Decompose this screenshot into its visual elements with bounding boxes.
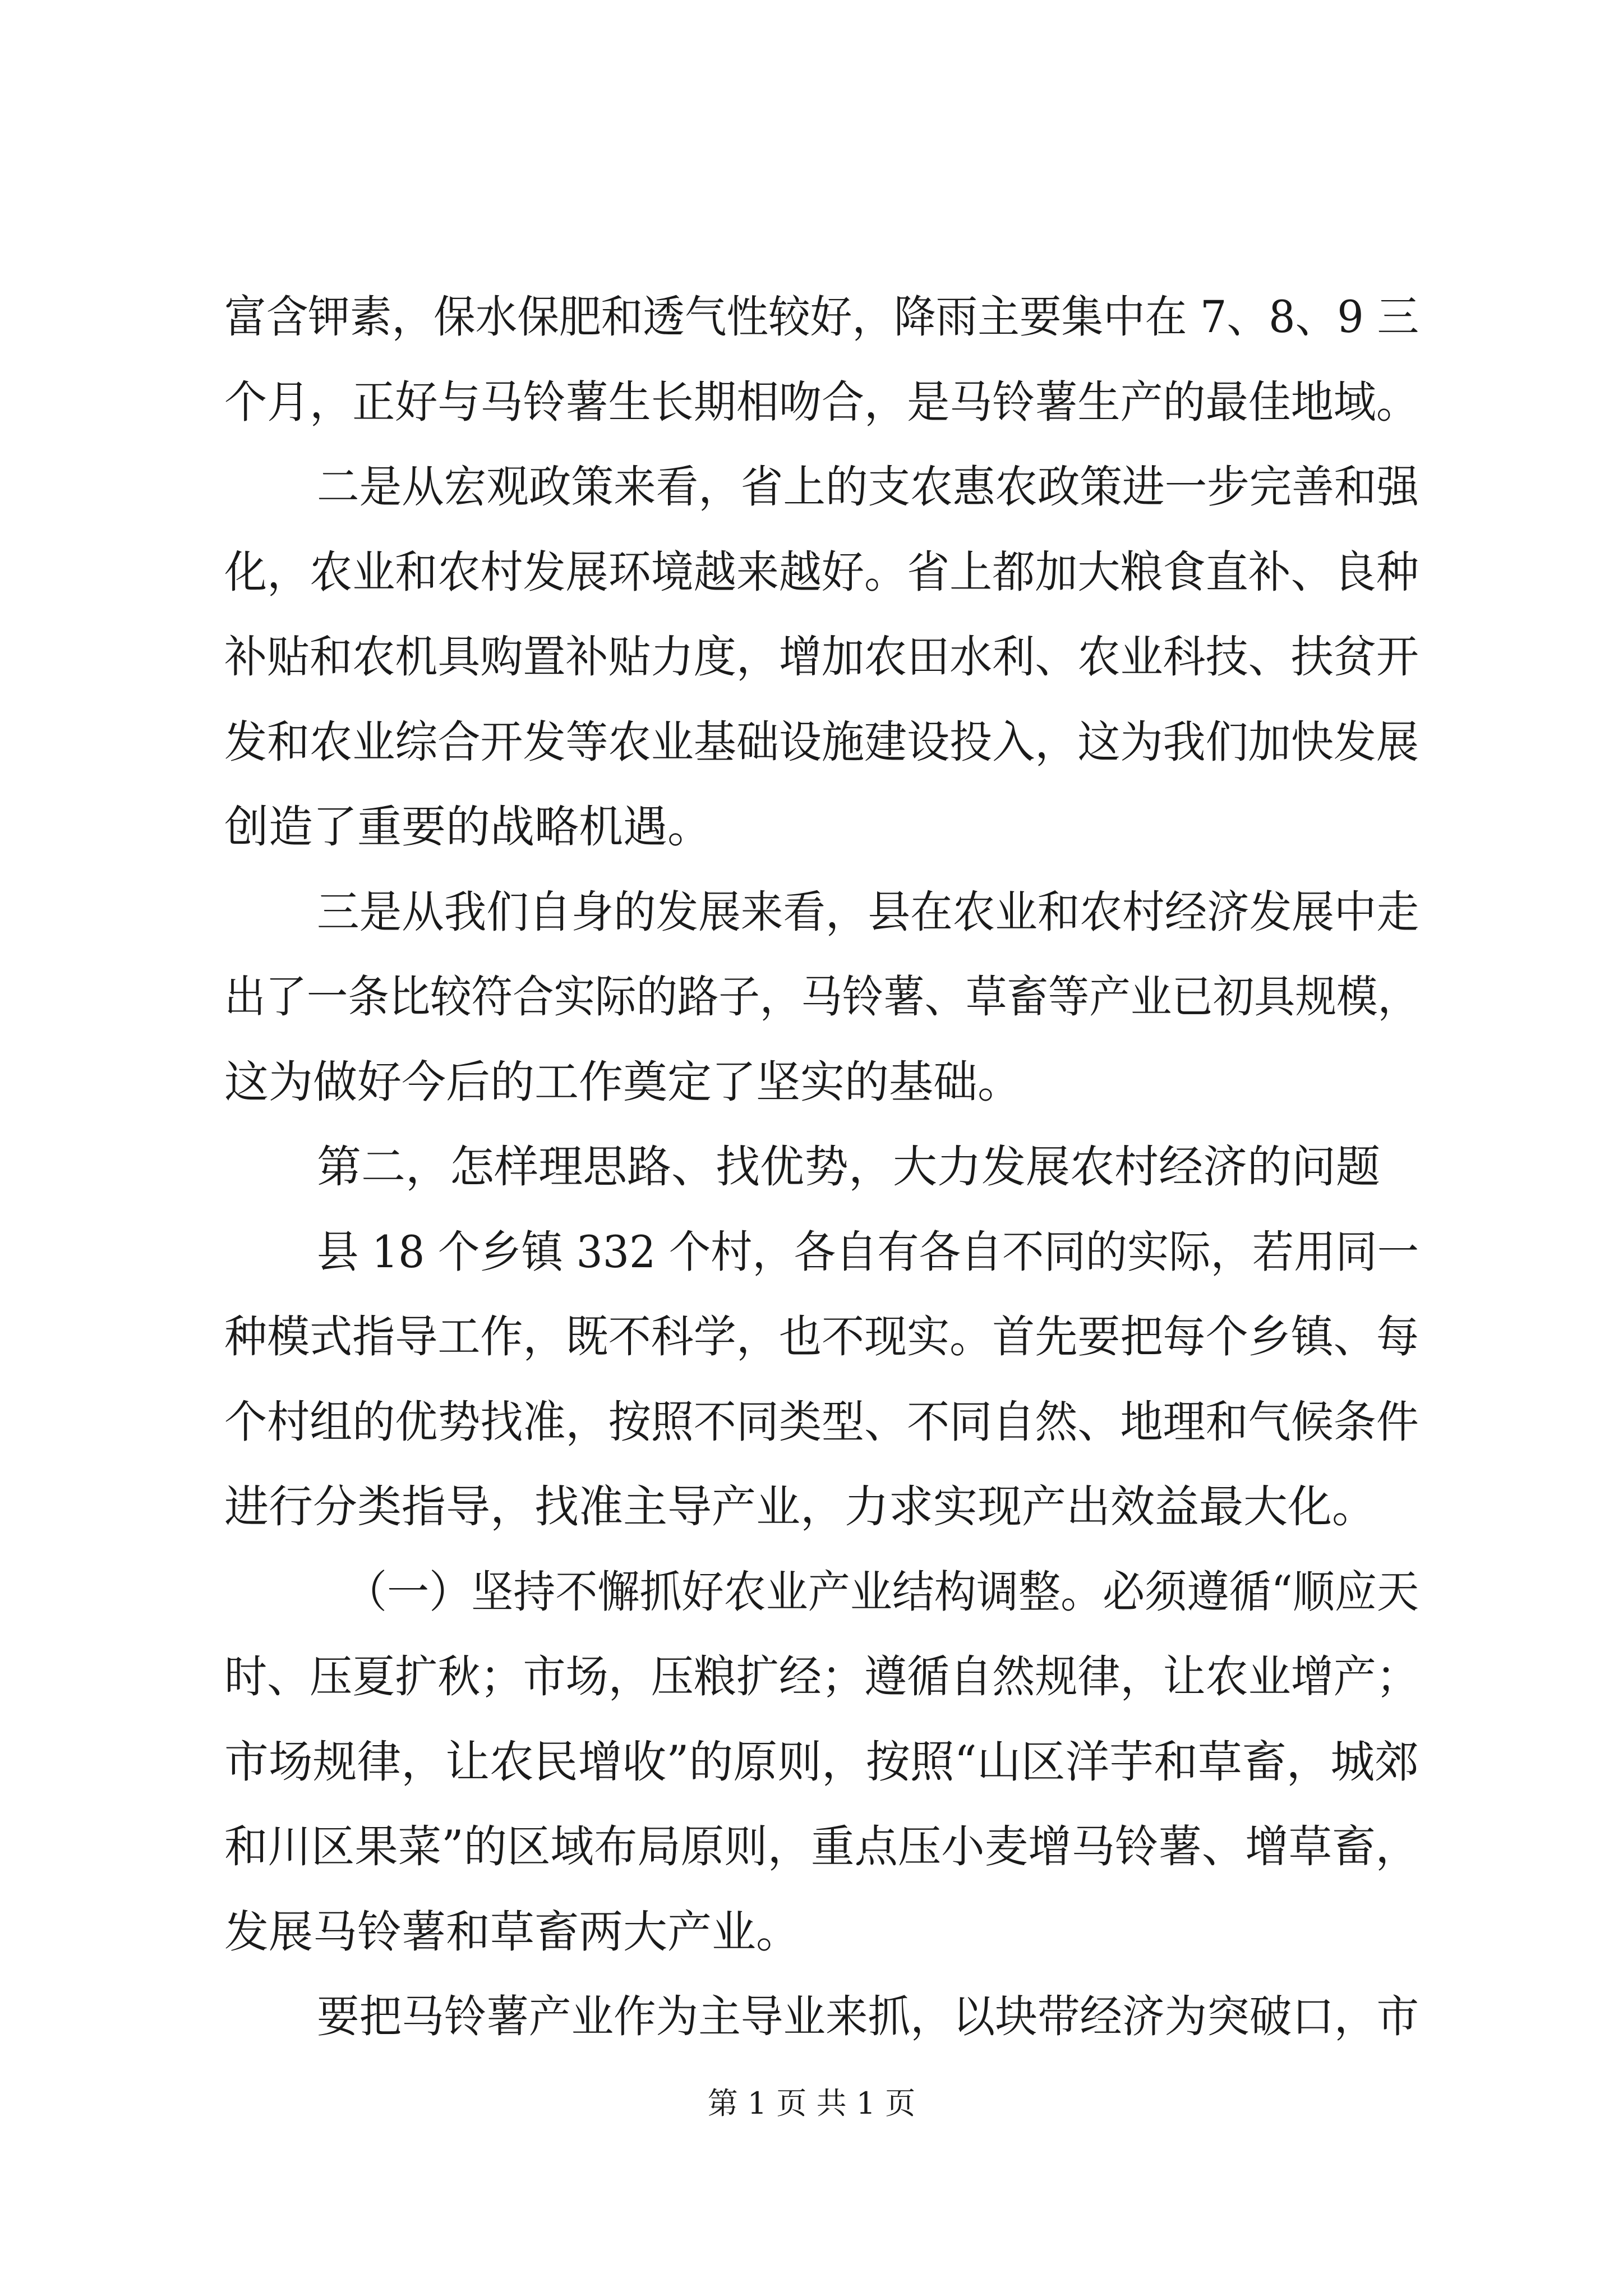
text-line <box>224 955 1419 1040</box>
text-line-content: 第二，怎样理思路、找优势，大力发展农村经济的问题 <box>317 1141 1380 1193</box>
text-line-content: 这为做好今后的工作奠定了坚实的基础。 <box>224 1056 1022 1108</box>
text-line-content: 补贴和农机具购置补贴力度，增加农田水利、农业科技、扶贫开 <box>224 631 1419 683</box>
text-line-content: 市场规律，让农民增收”的原则，按照“山区洋芋和草畜，城郊 <box>224 1736 1419 1788</box>
paragraph-start-line <box>224 445 1419 530</box>
text-line-content: 个村组的优势找准，按照不同类型、不同自然、地理和气候条件 <box>224 1396 1419 1448</box>
text-line <box>224 1635 1419 1720</box>
paragraph-start-line <box>224 1550 1419 1635</box>
text-line <box>224 1465 1419 1550</box>
paragraph-start-line <box>224 1975 1419 2060</box>
text-line-content: （一）坚持不懈抓好农业产业结构调整。必须遵循“顺应天 <box>345 1566 1419 1618</box>
text-line-content: 发和农业综合开发等农业基础设施建设投入，这为我们加快发展 <box>224 716 1419 768</box>
text-line-content: 富含钾素，保水保肥和透气性较好，降雨主要集中在 7、8、9 三 <box>224 291 1419 343</box>
text-line <box>224 275 1419 360</box>
text-line-content: 种模式指导工作，既不科学，也不现实。首先要把每个乡镇、每 <box>224 1311 1419 1363</box>
section-heading <box>224 1125 1419 1210</box>
text-line <box>224 615 1419 700</box>
paragraph-start-line <box>224 1210 1419 1295</box>
text-line <box>224 360 1419 445</box>
paragraph-start-line <box>224 870 1419 955</box>
text-line <box>224 1720 1419 1805</box>
text-line-content: 发展马铃薯和草畜两大产业。 <box>224 1906 800 1958</box>
page-footer <box>0 2084 1623 2123</box>
text-line-content: 创造了重要的战略机遇。 <box>224 801 712 853</box>
text-line-content: 时、压夏扩秋；市场，压粮扩经；遵循自然规律，让农业增产； <box>224 1651 1419 1703</box>
text-line <box>224 1040 1419 1125</box>
text-line <box>224 1890 1419 1975</box>
text-line-content: 二是从宏观政策来看，省上的支农惠农政策进一步完善和强 <box>317 461 1419 513</box>
text-line <box>224 1380 1419 1465</box>
text-line-content: 县 18 个乡镇 332 个村，各自有各自不同的实际，若用同一 <box>317 1226 1419 1278</box>
text-line <box>224 530 1419 615</box>
text-line-content: 个月，正好与马铃薯生长期相吻合，是马铃薯生产的最佳地域。 <box>224 376 1419 428</box>
page-indicator: 第 1 页 共 1 页 <box>707 2086 916 2121</box>
text-line <box>224 785 1419 870</box>
text-line <box>224 700 1419 785</box>
text-line-content: 化，农业和农村发展环境越来越好。省上都加大粮食直补、良种 <box>224 546 1419 598</box>
text-line-content: 要把马铃薯产业作为主导业来抓，以块带经济为突破口，市 <box>317 1991 1419 2042</box>
text-line-content: 和川区果菜”的区域布局原则，重点压小麦增马铃薯、增草畜， <box>224 1821 1419 1872</box>
text-line <box>224 1295 1419 1380</box>
text-line-content: 进行分类指导，找准主导产业，力求实现产出效益最大化。 <box>224 1481 1376 1533</box>
text-line-content: 三是从我们自身的发展来看，县在农业和农村经济发展中走 <box>317 886 1419 938</box>
text-line-content: 出了一条比较符合实际的路子，马铃薯、草畜等产业已初具规模， <box>224 971 1419 1023</box>
document-body <box>224 275 1419 2060</box>
text-line <box>224 1805 1419 1890</box>
